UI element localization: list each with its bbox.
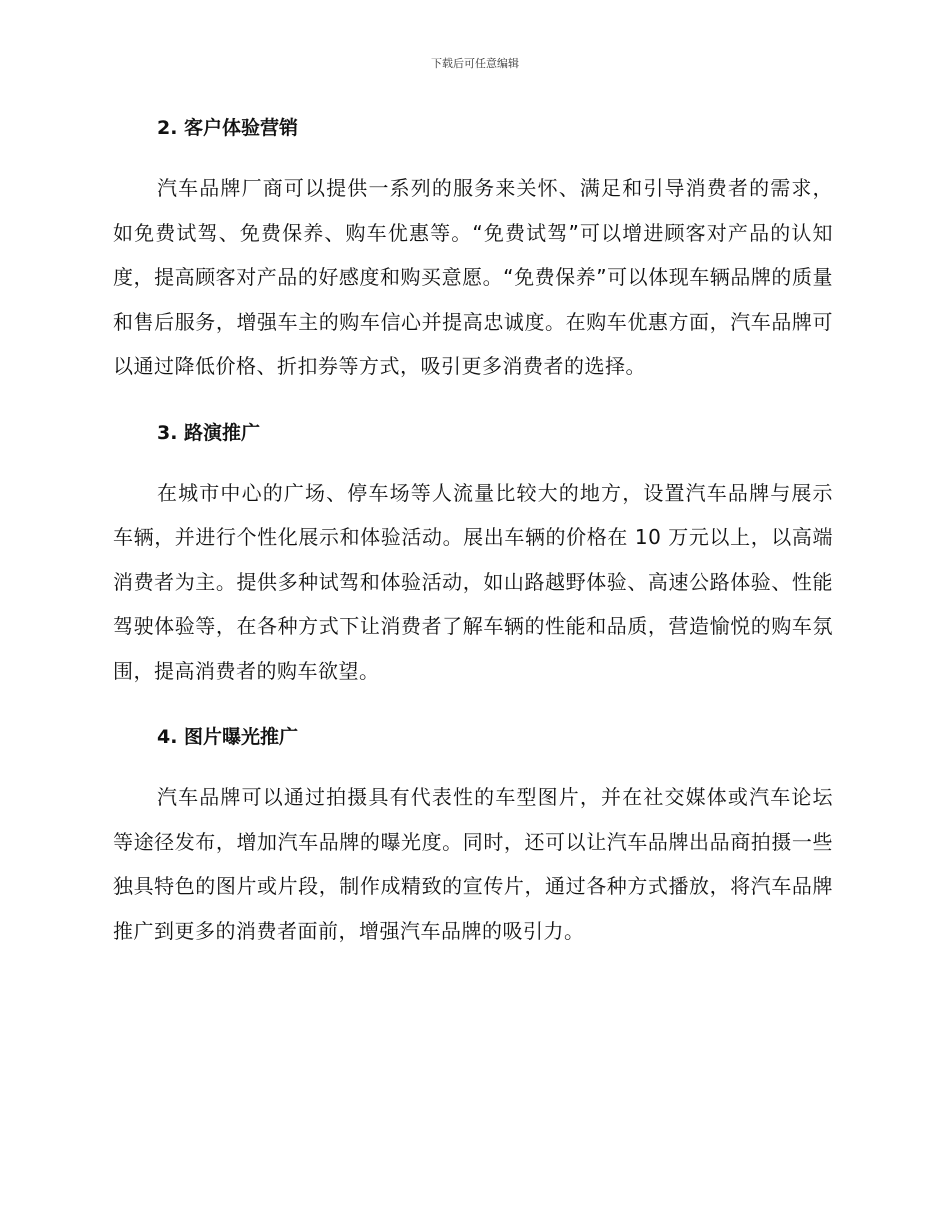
section-image-exposure-promotion xyxy=(113,719,833,953)
section-heading: 2. 客户体验营销 xyxy=(157,117,299,139)
section-paragraph: 汽车品牌厂商可以提供一系列的服务来关怀、满足和引导消费者的需求，如免费试驾、免费保养、购车优惠等。“免费试驾”可以增进顾客对产品的认知度，提高顾客对产品的好感度和购买意愿。“免费保养”可以体现车辆品牌的质量和售后服务，增强车主的购车信心并提高忠诚度。在购车优惠方面，汽车品牌可以通过降低价格、折扣券等方式，吸引更多消费者的选择。 xyxy=(113,176,833,378)
section-paragraph: 汽车品牌可以通过拍摄具有代表性的车型图片，并在社交媒体或汽车论坛等途径发布，增加汽车品牌的曝光度。同时，还可以让汽车品牌出品商拍摄一些独具特色的图片或片段，制作成精致的宣传片，通过各种方式播放，将汽车品牌推广到更多的消费者面前，增强汽车品牌的吸引力。 xyxy=(113,785,833,943)
section-roadshow-promotion xyxy=(113,415,833,694)
section-heading: 3. 路演推广 xyxy=(157,421,261,444)
section-customer-experience-marketing xyxy=(113,110,833,389)
section-heading: 4. 图片曝光推广 xyxy=(157,726,299,748)
section-paragraph: 在城市中心的广场、停车场等人流量比较大的地方，设置汽车品牌与展示车辆，并进行个性化展示和体验活动。展出车辆的价格在 10 万元以上，以高端消费者为主。提供多种试驾和体验活动，如山路越野体验、高速公路体验、性能驾驶体验等，在各种方式下让消费者了解车辆的性能和品质，营造愉悦的购车氛围，提高消费者的购车欲望。 xyxy=(113,480,833,683)
page-header: 下载后可任意编辑 xyxy=(431,57,519,70)
document-body xyxy=(113,110,833,979)
